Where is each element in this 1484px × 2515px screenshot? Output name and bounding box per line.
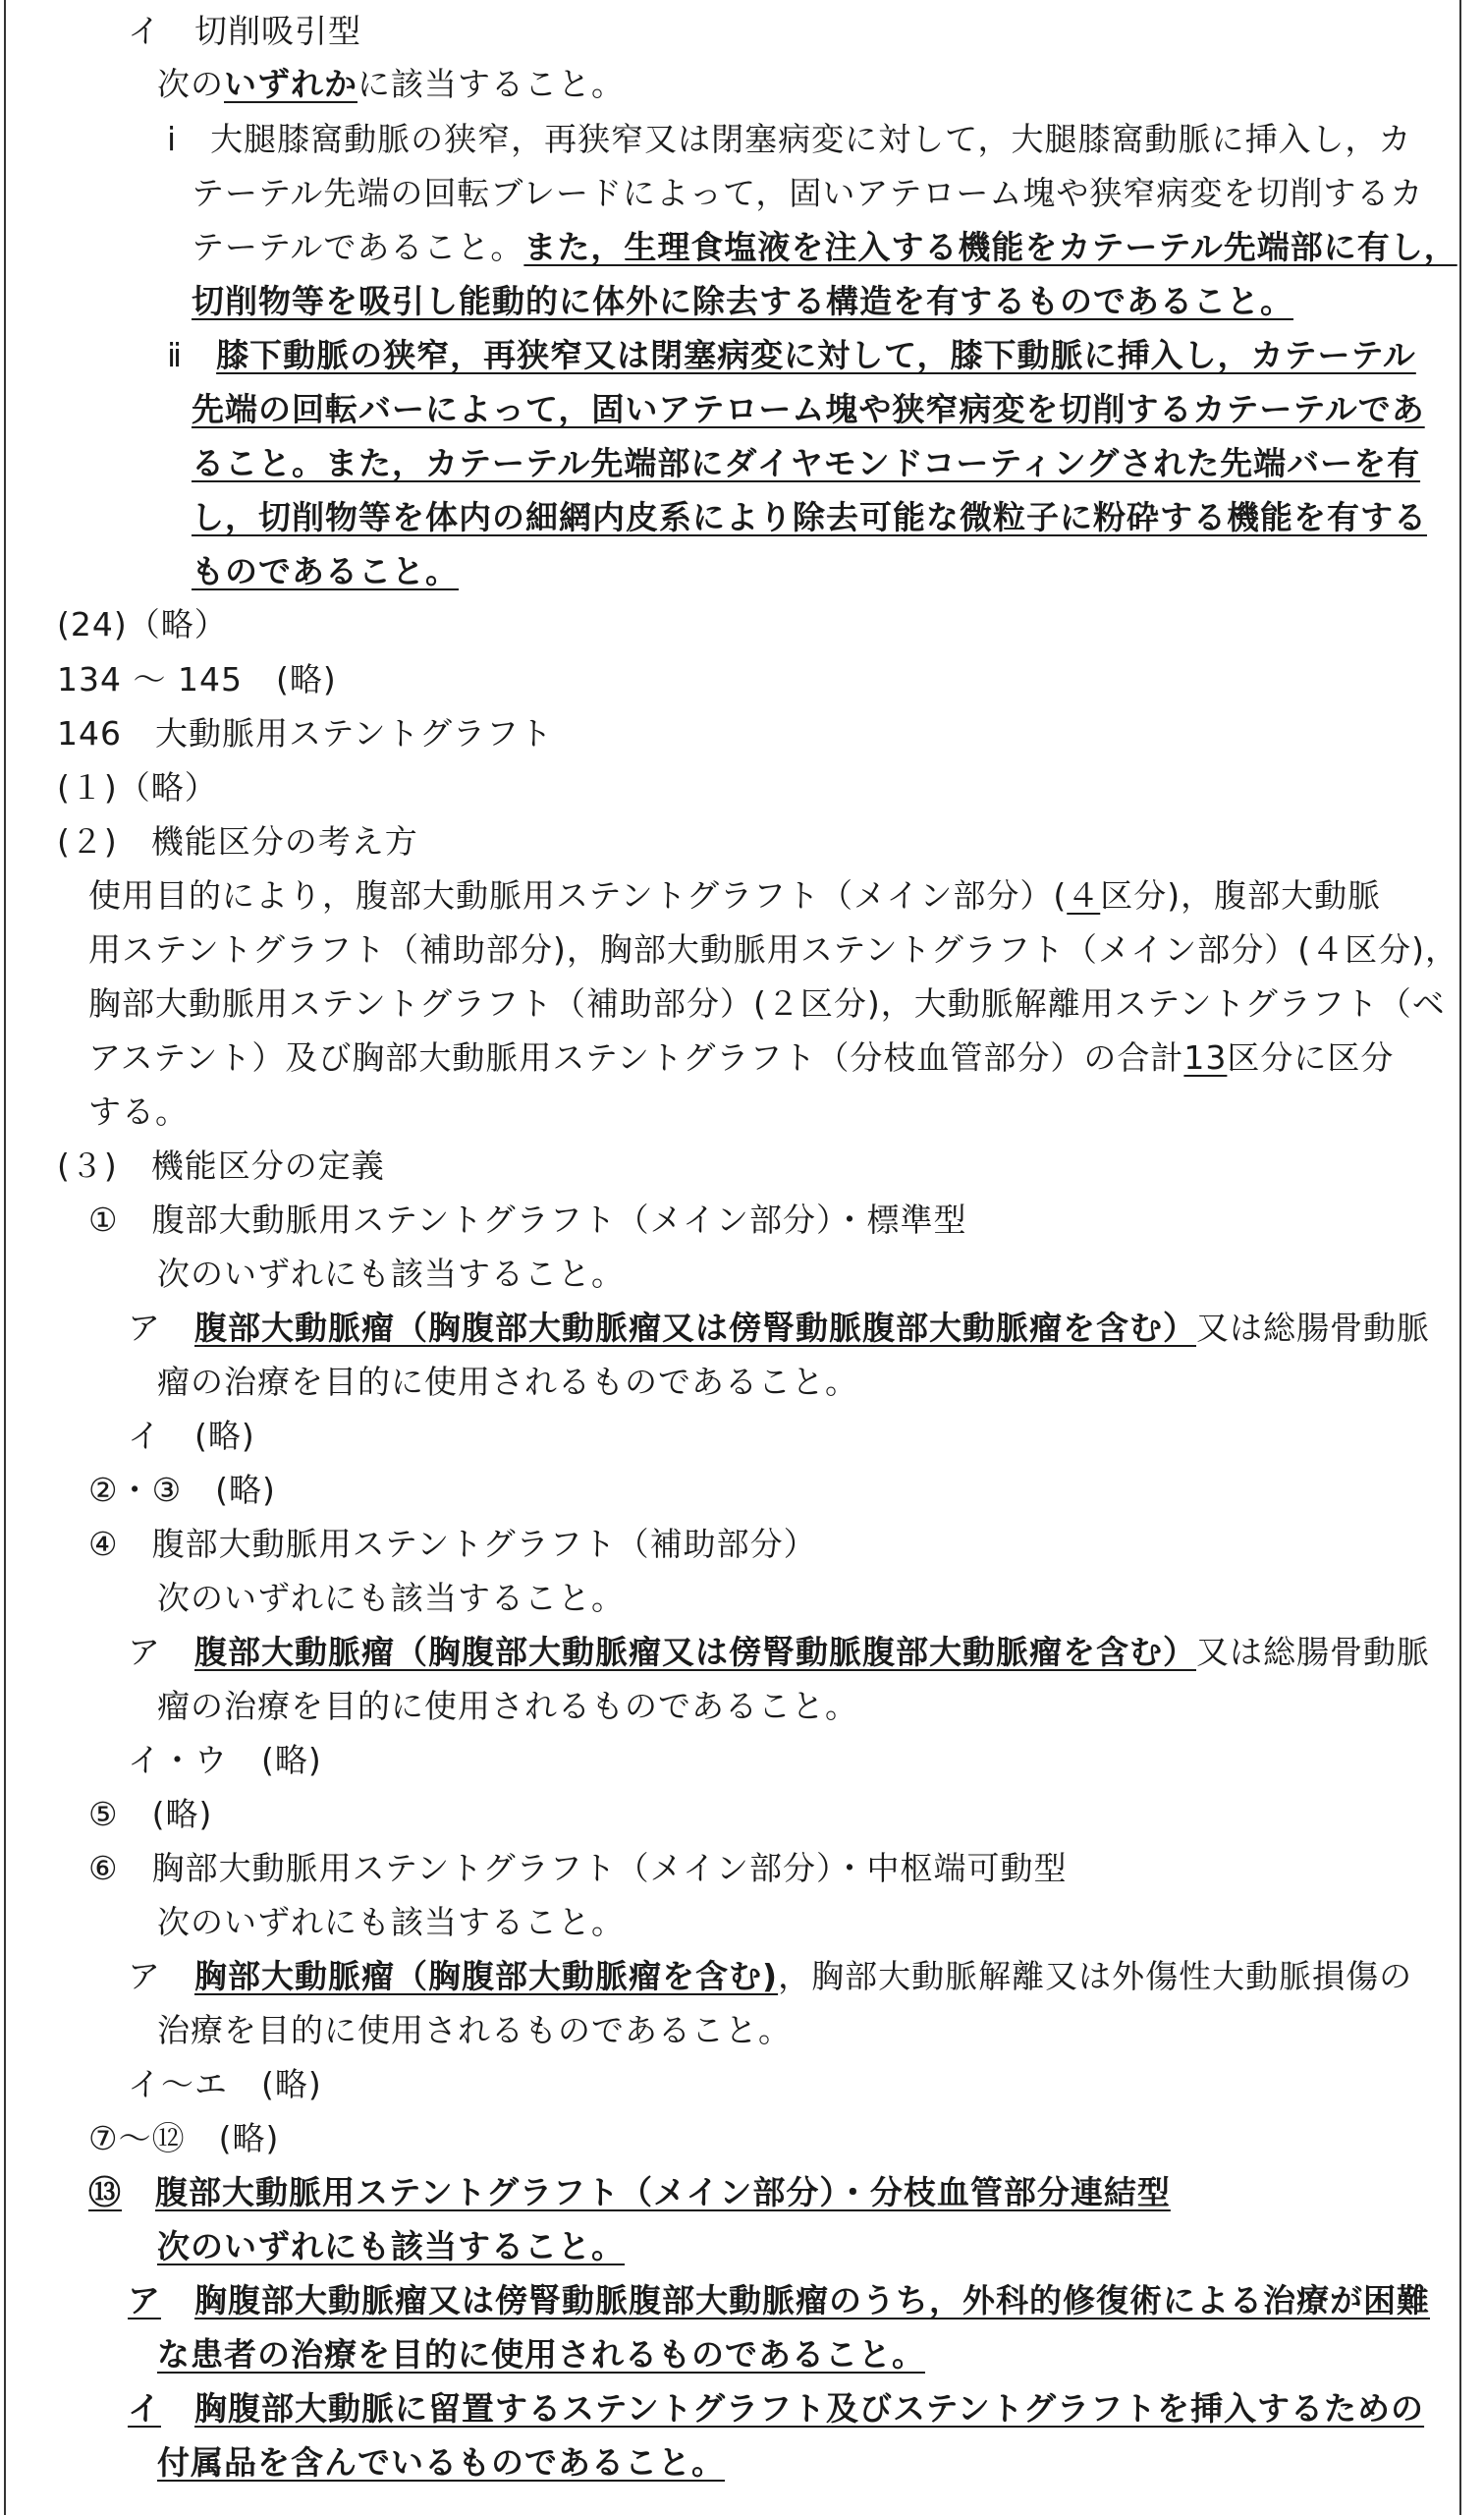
text-line: [192, 440, 1420, 489]
text-line: [57, 818, 418, 867]
text-line: [192, 494, 1427, 543]
text-line: [88, 1845, 1067, 1894]
underlined-amendment-text: な患者の治療を目的に使用されるものであること。: [157, 2335, 925, 2374]
text-span: (２) 機能区分の考え方: [57, 822, 418, 861]
text-line: [192, 224, 1457, 273]
text-span: に該当すること。: [357, 65, 625, 103]
text-line: [88, 2169, 1171, 2218]
text-span: 治療を目的に使用されるものであること。: [157, 2011, 792, 2049]
underlined-amendment-text: し，切削物等を体内の細網内皮系により除去可能な微粒子に粉砕する機能を有する: [192, 498, 1427, 536]
text-span: ⅰ 大腿膝窩動脈の狭窄，再狭窄又は閉塞病変に対して，大腿膝窩動脈に挿入し，カ: [167, 120, 1412, 158]
underlined-amendment-text: 13: [1183, 1038, 1228, 1077]
underlined-amendment-text: ア: [128, 2281, 161, 2319]
text-span: イ 切削吸引型: [128, 12, 361, 50]
underlined-amendment-text: 先端の回転バーによって，固いアテローム塊や狭窄病変を切削するカテーテルであ: [192, 390, 1425, 428]
text-line: [57, 656, 337, 705]
text-span: ，胸部大動脈解離又は外傷性大動脈損傷の: [778, 1957, 1413, 1995]
text-line: [57, 710, 553, 759]
text-span: 瘤の治療を目的に使用されるものであること。: [157, 1687, 858, 1725]
text-span: [161, 2281, 194, 2319]
text-span: 又は総腸骨動脈: [1196, 1309, 1430, 1347]
underlined-amendment-text: 切削物等を吸引し能動的に体外に除去する構造を有するものであること。: [192, 282, 1293, 320]
text-span: (24)（略）: [57, 605, 228, 643]
text-line: [128, 2277, 1430, 2326]
text-span: テーテル先端の回転ブレードによって，固いアテローム塊や狭窄病変を切削するカ: [192, 174, 1424, 212]
text-span: (３) 機能区分の定義: [57, 1146, 385, 1185]
text-span: ア: [128, 1957, 194, 1995]
text-line: [88, 1521, 817, 1570]
text-line: [128, 8, 361, 57]
text-line: [128, 1953, 1412, 2002]
underlined-amendment-text: ⑬: [88, 2173, 122, 2211]
text-span: 次の: [157, 65, 224, 103]
text-span: イ～エ (略): [128, 2065, 322, 2103]
text-span: ⑥ 胸部大動脈用ステントグラフト（メイン部分）・中枢端可動型: [88, 1849, 1068, 1887]
text-span: ⑦～⑫ (略): [88, 2119, 280, 2157]
underlined-amendment-text: イ: [128, 2389, 161, 2428]
text-line: [167, 116, 1412, 165]
underlined-amendment-text: 腹部大動脈用ステントグラフト（メイン部分）・分枝血管部分連結型: [155, 2173, 1171, 2211]
text-line: [128, 1413, 255, 1462]
text-line: [192, 170, 1423, 219]
text-span: 胸部大動脈用ステントグラフト（補助部分）(２区分)，大動脈解離用ステントグラフト（ベ: [88, 984, 1446, 1023]
text-span: 146 大動脈用ステントグラフト: [57, 714, 554, 753]
text-line: [88, 872, 1381, 922]
text-span: イ (略): [128, 1417, 255, 1455]
text-line: [192, 278, 1293, 327]
text-line: [157, 61, 625, 110]
text-span: (１)（略）: [57, 768, 218, 807]
text-span: 次のいずれにも該当すること。: [157, 1255, 625, 1293]
underlined-amendment-text: ４: [1067, 876, 1101, 915]
text-line: [128, 1305, 1430, 1354]
underlined-amendment-text: 膝下動脈の狭窄，再狭窄又は閉塞病変に対して，膝下動脈に挿入し，カテーテル: [216, 336, 1416, 374]
text-line: [128, 2061, 322, 2110]
text-line: [88, 1791, 212, 1840]
text-span: ⅱ: [167, 336, 217, 374]
text-line: [57, 764, 218, 813]
text-line: [157, 1575, 625, 1624]
right-margin-rule: [1459, 0, 1461, 2515]
text-span: ① 腹部大動脈用ステントグラフト（メイン部分）・標準型: [88, 1201, 967, 1239]
underlined-amendment-text: 付属品を含んでいるものであること。: [157, 2443, 725, 2482]
text-span: 瘤の治療を目的に使用されるものであること。: [157, 1363, 858, 1401]
text-span: 用ステントグラフト（補助部分)，胸部大動脈用ステントグラフト（メイン部分）(４区分)，: [88, 930, 1459, 969]
underlined-amendment-text: 胸部大動脈瘤（胸腹部大動脈瘤を含む): [194, 1957, 779, 1995]
underlined-amendment-text: 腹部大動脈瘤（胸腹部大動脈瘤又は傍腎動脈腹部大動脈瘤を含む）: [194, 1633, 1196, 1671]
text-line: [88, 926, 1458, 976]
underlined-amendment-text: また，生理食塩液を注入する機能をカテーテル先端部に有し，: [523, 228, 1457, 266]
text-line: [157, 2223, 625, 2272]
text-span: アステント）及び胸部大動脈用ステントグラフト（分枝血管部分）の合計: [88, 1038, 1184, 1077]
text-line: [157, 1899, 625, 1948]
text-span: ④ 腹部大動脈用ステントグラフト（補助部分）: [88, 1525, 817, 1563]
underlined-amendment-text: 次のいずれにも該当すること。: [157, 2227, 625, 2265]
text-span: 次のいずれにも該当すること。: [157, 1579, 625, 1617]
text-span: ⑤ (略): [88, 1795, 213, 1833]
text-line: [157, 1251, 625, 1300]
text-line: [88, 1089, 189, 1138]
underlined-amendment-text: ること。また，カテーテル先端部にダイヤモンドコーティングされた先端バーを有: [192, 444, 1421, 482]
text-line: [57, 601, 228, 650]
text-span: 又は総腸骨動脈: [1196, 1633, 1430, 1671]
text-line: [157, 2439, 725, 2488]
text-span: ア: [128, 1309, 194, 1347]
underlined-amendment-text: 胸腹部大動脈に留置するステントグラフト及びステントグラフトを挿入するための: [194, 2389, 1425, 2428]
text-span: する。: [88, 1092, 189, 1131]
text-line: [192, 386, 1425, 435]
text-span: イ・ウ (略): [128, 1741, 322, 1779]
text-span: ②・③ (略): [88, 1471, 276, 1509]
text-line: [88, 1467, 276, 1516]
underlined-amendment-text: 胸腹部大動脈瘤又は傍腎動脈腹部大動脈瘤のうち，外科的修復術による治療が困難: [194, 2281, 1430, 2319]
text-line: [157, 2007, 792, 2056]
text-line: [88, 980, 1446, 1030]
text-line: [128, 2385, 1424, 2434]
underlined-amendment-text: 腹部大動脈瘤（胸腹部大動脈瘤又は傍腎動脈腹部大動脈瘤を含む）: [194, 1309, 1196, 1347]
text-span: 次のいずれにも該当すること。: [157, 1903, 625, 1941]
underlined-amendment-text: いずれか: [224, 65, 357, 103]
text-line: [157, 2331, 925, 2380]
text-line: [128, 1737, 322, 1786]
underlined-amendment-text: ものであること。: [192, 552, 459, 590]
text-line: [128, 1629, 1430, 1678]
text-span: 区分に区分: [1227, 1038, 1395, 1077]
text-span: 使用目的により，腹部大動脈用ステントグラフト（メイン部分）(: [88, 876, 1068, 915]
text-span: [122, 2173, 155, 2211]
text-span: 134 ～ 145 (略): [57, 660, 337, 699]
text-span: ア: [128, 1633, 194, 1671]
text-span: テーテルであること。: [192, 228, 524, 266]
text-line: [88, 1034, 1394, 1084]
text-line: [192, 548, 459, 597]
text-line: [88, 1197, 966, 1246]
text-line: [88, 2115, 279, 2164]
text-span: [161, 2389, 194, 2428]
left-margin-rule: [4, 0, 6, 2515]
text-line: [57, 1143, 385, 1192]
text-line: [157, 1359, 858, 1408]
text-line: [157, 1683, 858, 1732]
text-span: 区分)，腹部大動脈: [1100, 876, 1382, 915]
text-line: [167, 332, 1416, 381]
